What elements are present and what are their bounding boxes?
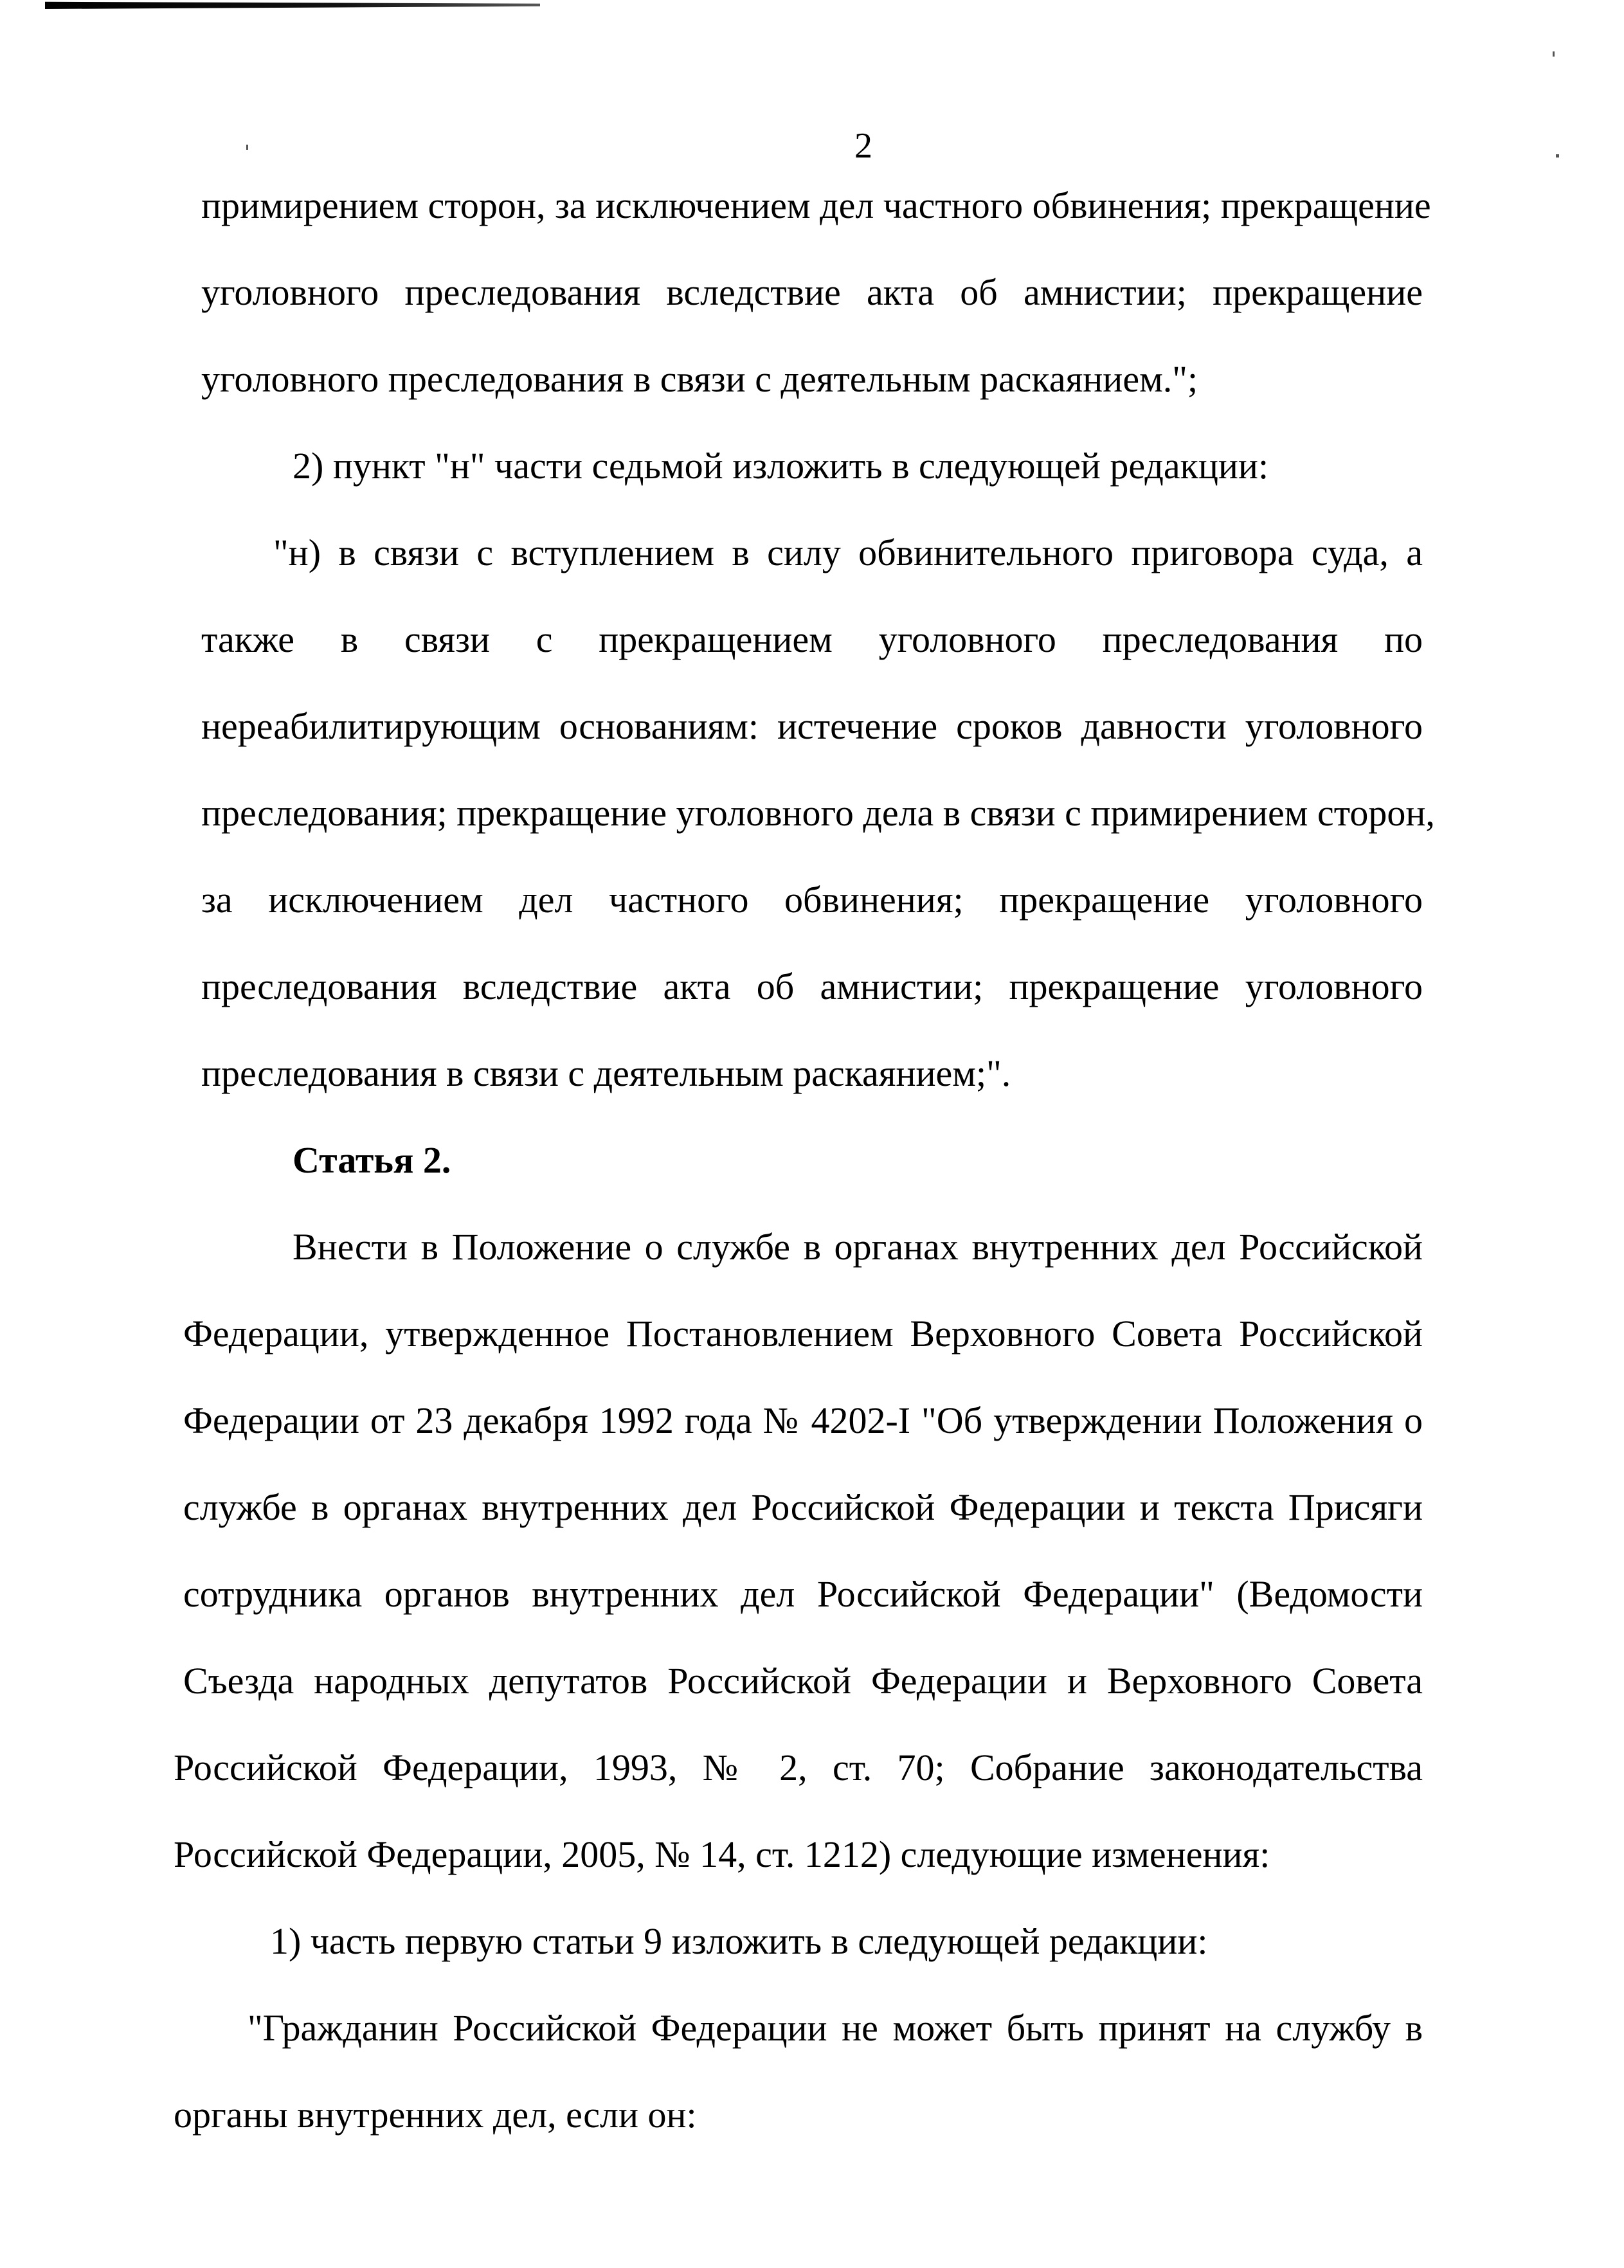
text-line: примирением сторон, за исключением дел частного обвинения; прекращение (201, 184, 1431, 226)
text-line: "Гражданин Российской Федерации не может быть принят на службу в (248, 2007, 1423, 2049)
text-line: преследования; прекращение уголовного дела в связи с примирением сторон, (201, 792, 1435, 834)
text-line: Федерации, утвержденное Постановлением Верховного Совета Российской (183, 1313, 1423, 1354)
text-line: Внести в Положение о службе в органах внутренних дел Российской (293, 1226, 1423, 1268)
text-line: 2) пункт "н" части седьмой изложить в следующей редакции: (293, 445, 1269, 487)
text-line: Российской Федерации, 2005, № 14, ст. 1212) следующие изменения: (174, 1833, 1270, 1875)
text-line: уголовного преследования вследствие акта об амнистии; прекращение (201, 271, 1423, 313)
text-line: нереабилитирующим основаниям: истечение сроков давности уголовного (201, 705, 1423, 747)
scan-speck (1553, 51, 1555, 57)
text-line: за исключением дел частного обвинения; прекращение уголовного (201, 879, 1423, 921)
scan-artifact-bar (45, 0, 540, 9)
page-number: 2 (854, 126, 872, 166)
text-line: службе в органах внутренних дел Российской Федерации и текста Присяги (183, 1486, 1423, 1528)
text-line: преследования вследствие акта об амнистии; прекращение уголовного (201, 966, 1423, 1007)
text-line: Российской Федерации, 1993, № 2, ст. 70; Собрание законодательства (174, 1747, 1423, 1788)
text-line: органы внутренних дел, если он: (174, 2094, 697, 2136)
text-line: сотрудника органов внутренних дел Российской Федерации" (Ведомости (183, 1573, 1423, 1615)
text-line: Федерации от 23 декабря 1992 года № 4202-I "Об утверждении Положения о (183, 1400, 1423, 1441)
text-line: Съезда народных депутатов Российской Федерации и Верховного Совета (183, 1660, 1423, 1702)
text-line: также в связи с прекращением уголовного преследования по (201, 618, 1423, 660)
text-line: "н) в связи с вступлением в силу обвинительного приговора суда, а (273, 532, 1423, 573)
text-line: 1) часть первую статьи 9 изложить в следующей редакции: (270, 1920, 1208, 1962)
article-heading: Статья 2. (293, 1139, 451, 1181)
text-line: уголовного преследования в связи с деятельным раскаянием."; (201, 358, 1198, 400)
text-line: преследования в связи с деятельным раскаянием;". (201, 1052, 1011, 1094)
